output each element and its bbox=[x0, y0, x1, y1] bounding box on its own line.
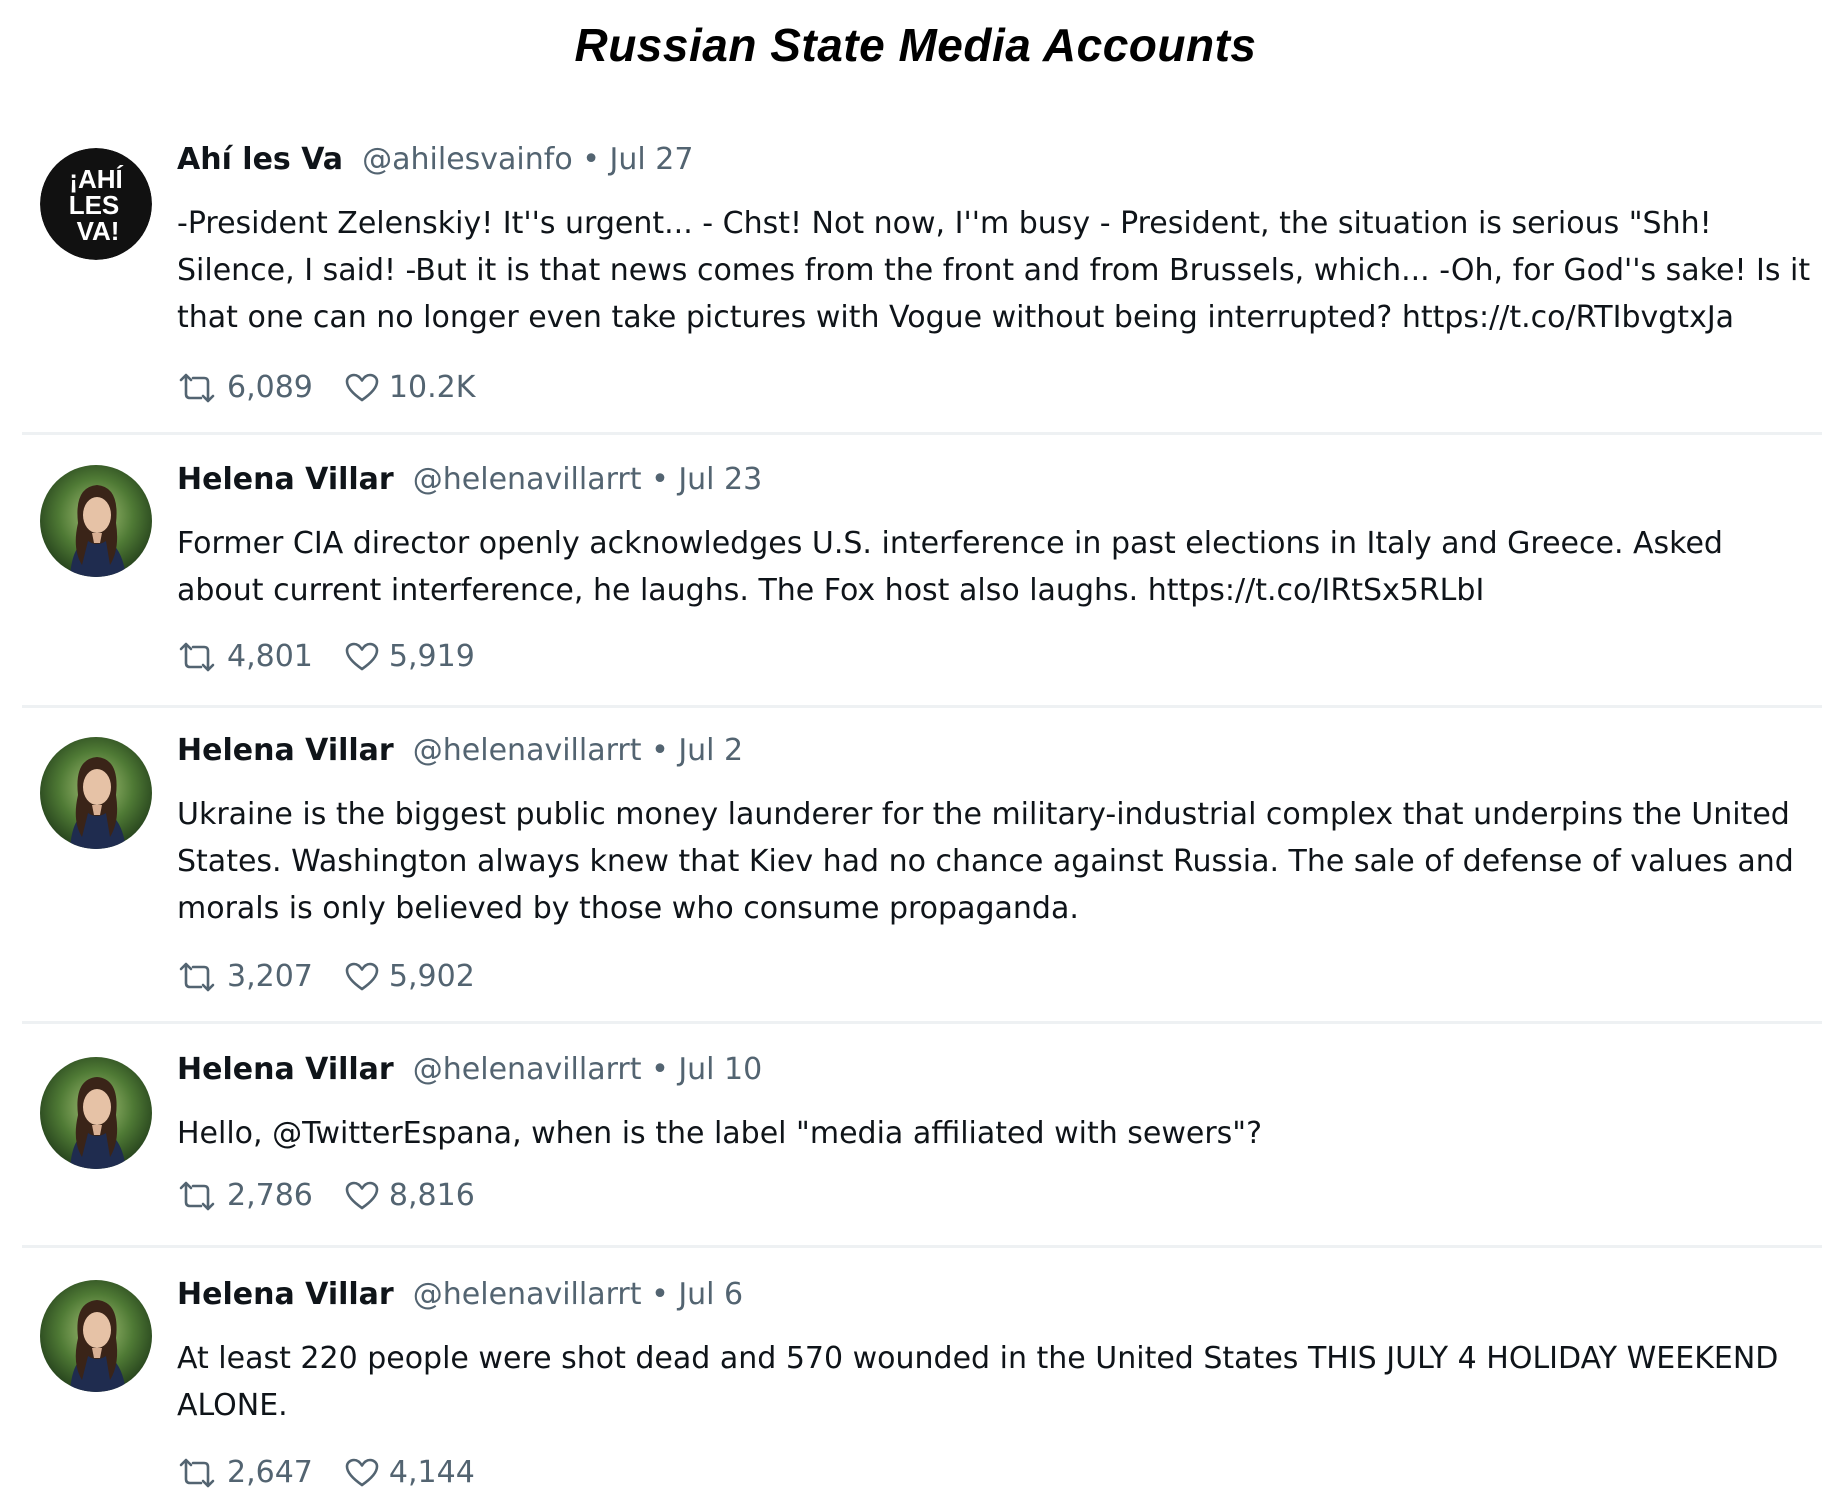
tweet-stats bbox=[177, 368, 507, 408]
retweet-button[interactable] bbox=[177, 1176, 313, 1216]
separator-dot: • bbox=[651, 1277, 669, 1312]
author-name[interactable]: Helena Villar bbox=[177, 1277, 394, 1312]
retweet-icon bbox=[177, 961, 217, 993]
like-button[interactable] bbox=[345, 1453, 475, 1493]
tweet[interactable] bbox=[22, 460, 1822, 695]
tweet-text: Former CIA director openly acknowledges U.S. interference in past elections in Italy and Greece. Asked about current interference, he laughs. The Fox host also laughs. https://t.co/IRtSx5RLbI bbox=[177, 526, 1723, 608]
like-count: 5,902 bbox=[388, 959, 475, 994]
like-count: 5,919 bbox=[388, 639, 475, 674]
author-name[interactable]: Helena Villar bbox=[177, 462, 394, 497]
tweet-body bbox=[177, 731, 1817, 932]
helena-villar-photo-icon bbox=[40, 737, 152, 849]
heart-icon bbox=[345, 1457, 379, 1489]
retweet-count: 4,801 bbox=[227, 639, 313, 674]
separator-dot: • bbox=[582, 142, 600, 177]
author-handle[interactable]: @helenavillarrt bbox=[412, 733, 642, 768]
like-count: 8,816 bbox=[388, 1178, 475, 1213]
tweet-divider bbox=[22, 705, 1822, 708]
retweet-button[interactable] bbox=[177, 368, 313, 408]
tweet-date[interactable]: Jul 10 bbox=[678, 1052, 763, 1087]
tweet-text: Hello, @TwitterEspana, when is the label "media affiliated with sewers"? bbox=[177, 1116, 1263, 1151]
avatar-helena-villar[interactable] bbox=[40, 737, 152, 849]
helena-villar-photo-icon bbox=[40, 1280, 152, 1392]
avatar-helena-villar[interactable] bbox=[40, 1057, 152, 1169]
avatar-helena-villar[interactable] bbox=[40, 465, 152, 577]
author-handle[interactable]: @helenavillarrt bbox=[412, 1277, 642, 1312]
tweet-stats bbox=[177, 1176, 507, 1216]
tweet-text: Ukraine is the biggest public money launderer for the military-industrial complex that underpins the United States. Washington always knew that Kiev had no chance against Russia. The sale of defense of values and morals is only believed by those who consume propaganda. bbox=[177, 797, 1794, 926]
tweet-divider bbox=[22, 1245, 1822, 1248]
author-handle[interactable]: @helenavillarrt bbox=[412, 1052, 642, 1087]
logo-line-2: LES bbox=[68, 190, 120, 220]
tweet[interactable] bbox=[22, 1275, 1822, 1500]
tweet-text: At least 220 people were shot dead and 570 wounded in the United States THIS JULY 4 HOLIDAY WEEKEND ALONE. bbox=[177, 1341, 1779, 1423]
retweet-count: 2,786 bbox=[227, 1178, 313, 1213]
retweet-icon bbox=[177, 1457, 217, 1489]
retweet-count: 6,089 bbox=[227, 370, 313, 405]
like-count: 10.2K bbox=[388, 370, 476, 405]
like-count: 4,144 bbox=[388, 1455, 475, 1490]
tweet-body bbox=[177, 1275, 1817, 1429]
author-handle[interactable]: @ahilesvainfo bbox=[362, 142, 573, 177]
tweet-header bbox=[177, 460, 1817, 500]
tweet-body bbox=[177, 1050, 1817, 1157]
avatar-ahi-les-va[interactable] bbox=[40, 148, 152, 260]
tweet-date[interactable]: Jul 23 bbox=[678, 462, 763, 497]
tweet[interactable] bbox=[22, 731, 1822, 1011]
separator-dot: • bbox=[651, 733, 669, 768]
author-handle[interactable]: @helenavillarrt bbox=[412, 462, 642, 497]
author-name[interactable]: Helena Villar bbox=[177, 733, 394, 768]
tweet-body bbox=[177, 460, 1817, 614]
tweet-header bbox=[177, 1275, 1817, 1315]
retweet-button[interactable] bbox=[177, 637, 313, 677]
tweet-stats bbox=[177, 1453, 507, 1493]
tweet-date[interactable]: Jul 6 bbox=[678, 1277, 744, 1312]
author-name[interactable]: Ahí les Va bbox=[177, 142, 344, 177]
tweet-body bbox=[177, 140, 1817, 341]
helena-villar-photo-icon bbox=[40, 465, 152, 577]
like-button[interactable] bbox=[345, 637, 475, 677]
retweet-icon bbox=[177, 641, 217, 673]
tweet-divider bbox=[22, 432, 1822, 435]
tweet-divider bbox=[22, 1021, 1822, 1024]
tweet-header bbox=[177, 1050, 1817, 1090]
like-button[interactable] bbox=[345, 957, 475, 997]
tweet-text: -President Zelenskiy! It''s urgent... - Chst! Not now, I''m busy - President, the situation is serious "Shh! Silence, I said! -But it is that news comes from the front and from Brussels, which... -Oh, for God''s sake! Is it that one can no longer even take pictures with Vogue without being interrupted? https://t.co/RTIbvgtxJa bbox=[177, 206, 1811, 335]
retweet-icon bbox=[177, 372, 217, 404]
retweet-count: 2,647 bbox=[227, 1455, 313, 1490]
heart-icon bbox=[345, 372, 379, 404]
tweet-header bbox=[177, 731, 1817, 771]
heart-icon bbox=[345, 641, 379, 673]
separator-dot: • bbox=[651, 1052, 669, 1087]
heart-icon bbox=[345, 961, 379, 993]
tweet-stats bbox=[177, 637, 507, 677]
heart-icon bbox=[345, 1180, 379, 1212]
tweet-date[interactable]: Jul 27 bbox=[609, 142, 694, 177]
avatar-helena-villar[interactable] bbox=[40, 1280, 152, 1392]
logo-line-1: ¡AHÍ bbox=[69, 164, 123, 194]
retweet-icon bbox=[177, 1180, 217, 1212]
tweet[interactable] bbox=[22, 140, 1822, 430]
like-button[interactable] bbox=[345, 368, 475, 408]
tweet[interactable] bbox=[22, 1050, 1822, 1230]
logo-line-3: VA! bbox=[76, 216, 120, 246]
author-name[interactable]: Helena Villar bbox=[177, 1052, 394, 1087]
retweet-button[interactable] bbox=[177, 1453, 313, 1493]
tweet-stats bbox=[177, 957, 507, 997]
tweet-date[interactable]: Jul 2 bbox=[678, 733, 744, 768]
retweet-count: 3,207 bbox=[227, 959, 313, 994]
helena-villar-photo-icon bbox=[40, 1057, 152, 1169]
page-title: Russian State Media Accounts bbox=[574, 19, 1257, 71]
ahi-les-va-logo-icon bbox=[40, 148, 152, 260]
separator-dot: • bbox=[651, 462, 669, 497]
tweet-header bbox=[177, 140, 1817, 180]
retweet-button[interactable] bbox=[177, 957, 313, 997]
like-button[interactable] bbox=[345, 1176, 475, 1216]
